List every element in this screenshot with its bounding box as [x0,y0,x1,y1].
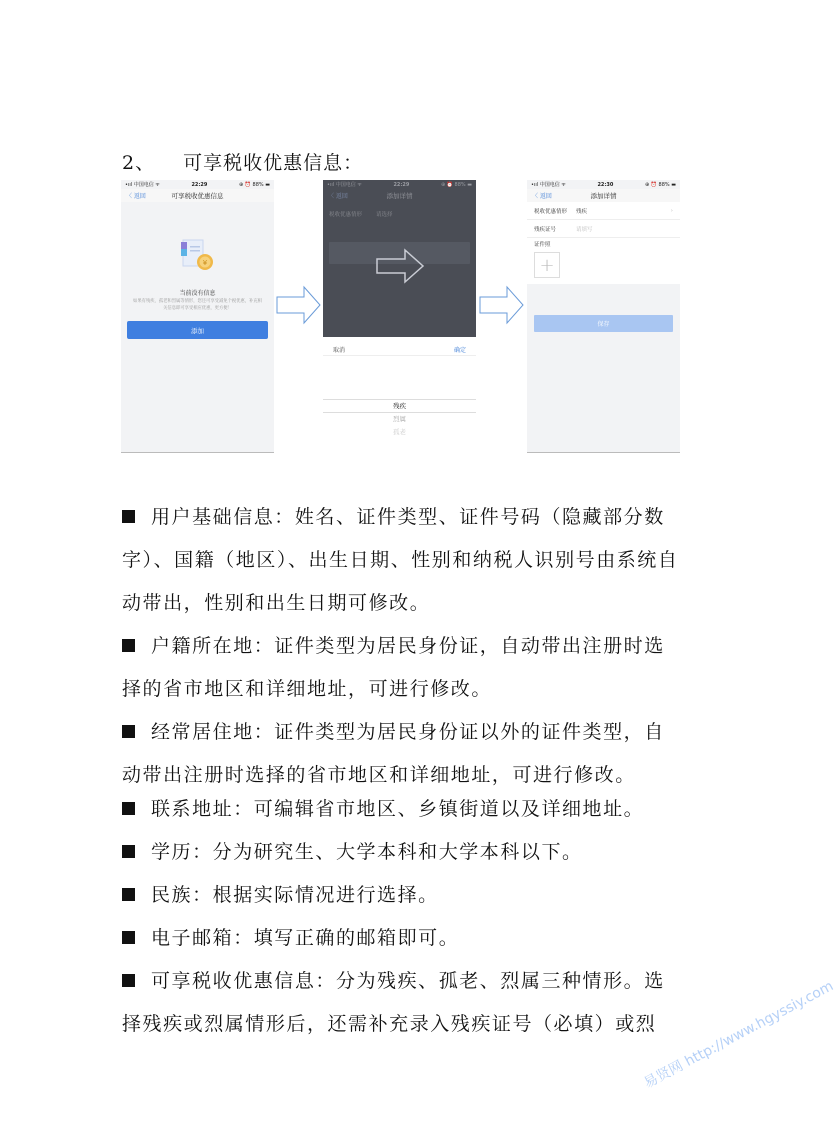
back-button[interactable]: 〈 返回 [328,193,348,200]
detail-form [527,202,680,284]
add-photo-button[interactable] [534,252,560,278]
paragraph-text: 用户基础信息：姓名、证件类型、证件号码（隐藏部分数字）、国籍（地区）、出生日期、性别和纳税人识别号由系统自动带出，性别和出生日期可修改。 [122,506,679,614]
picker-header [323,343,476,356]
picker-option[interactable]: 孤老 [393,428,406,436]
benefit-type-row[interactable] [527,202,680,220]
back-button[interactable]: 〈 返回 [126,193,146,200]
bullet-icon [122,888,135,901]
paragraph-text: 经常居住地：证件类型为居民身份证以外的证件类型，自动带出注册时选择的省市地区和详细地址，可进行修改。 [122,721,665,786]
disability-id-input[interactable]: 请填写 [576,226,593,233]
status-bar [527,180,680,189]
svg-text:¥: ¥ [202,259,208,267]
picker-option[interactable]: 残疾 [393,402,406,410]
picker-confirm-button[interactable]: 确定 [453,346,466,354]
nav-bar [121,189,274,202]
battery-label: ⊕ ⏰ 88% ▬ [238,181,270,188]
section-number: 2、 [122,152,156,174]
nav-title: 添加详情 [386,192,413,200]
flow-arrow-icon [479,285,525,325]
battery-label: ⊕ ⏰ 88% ▬ [440,181,472,188]
bullet-icon [122,725,135,738]
bullet-icon [122,931,135,944]
paragraph-text: 联系地址：可编辑省市地区、乡镇街道以及详细地址。 [151,798,645,820]
paragraph-text: 学历：分为研究生、大学本科和大学本科以下。 [151,841,583,863]
paragraph-email [122,917,682,960]
bullet-icon [122,974,135,987]
paragraph-tax-benefits [122,960,682,1046]
benefit-row-label: 税收优惠情形 [329,212,363,218]
id-photo-label: 证件照 [534,242,551,248]
back-button[interactable]: 〈 返回 [532,193,552,200]
phone-screenshot-empty-state [121,180,274,453]
picker-cancel-button[interactable]: 取消 [333,346,346,354]
disability-id-label: 残疾证号 [534,226,557,233]
document-coin-icon [179,236,217,274]
empty-title: 当前没有信息 [179,290,216,297]
section-heading [122,148,363,175]
benefit-row[interactable] [329,210,393,218]
plus-icon: + [539,254,555,276]
battery-label: ⊕ ⏰ 88% ▬ [644,181,676,188]
bullet-icon [122,845,135,858]
paragraph-text: 电子邮箱：填写正确的邮箱即可。 [151,927,460,949]
nav-bar [323,189,476,202]
picker-option[interactable]: 烈属 [393,415,406,423]
right-arrow-icon [375,248,425,284]
add-button[interactable]: 添加 [127,321,268,339]
bullet-icon [122,510,135,523]
flow-arrow-icon [276,285,322,325]
status-time: 22:30 [597,181,614,188]
save-button[interactable]: 保存 [534,315,673,332]
phone-screenshot-detail-form [527,180,680,453]
carrier-label: •ııl 中国电信 ᯤ [125,182,160,188]
nav-title: 可享税收优惠信息 [171,192,224,200]
bullet-icon [122,639,135,652]
benefit-row-value: 请选择 [376,212,393,218]
watermark: 易贤网 http://www.hgyssiy.com [641,978,837,1092]
paragraph-education [122,831,682,874]
status-time: 22:29 [191,181,208,188]
phone-screenshot-picker [323,180,476,452]
paragraph-text: 民族：根据实际情况进行选择。 [151,884,439,906]
paragraph-text: 户籍所在地：证件类型为居民身份证，自动带出注册时选择的省市地区和详细地址，可进行修改。 [122,635,665,700]
paragraph-contact-address [122,788,682,831]
paragraph-residence [122,711,682,797]
paragraph-household-address [122,625,682,711]
disability-id-row [527,220,680,238]
status-bar [323,180,476,189]
section-title: 可享税收优惠信息： [183,152,364,174]
empty-description: 如果有残疾、孤老和烈属等情形，您还可享受减免个税优惠，补充相关信息即可享受相应优惠，更方便！ [133,299,262,311]
nav-title: 添加详情 [590,192,617,200]
status-bar [121,180,274,189]
paragraph-text: 可享税收优惠信息：分为残疾、孤老、烈属三种情形。选择残疾或烈属情形后，还需补充录入残疾证号（必填）或烈 [122,970,665,1035]
paragraph-basic-info [122,496,682,625]
nav-bar [527,189,680,202]
carrier-label: •ııl 中国电信 ᯤ [327,182,362,188]
benefit-type-label: 税收优惠情形 [534,208,568,215]
chevron-right-icon: › [670,207,673,214]
status-time: 22:29 [393,181,410,188]
bullet-icon [122,802,135,815]
benefit-type-value: 残疾 [576,208,588,215]
carrier-label: •ııl 中国电信 ᯤ [531,182,566,188]
paragraph-ethnicity [122,874,682,917]
